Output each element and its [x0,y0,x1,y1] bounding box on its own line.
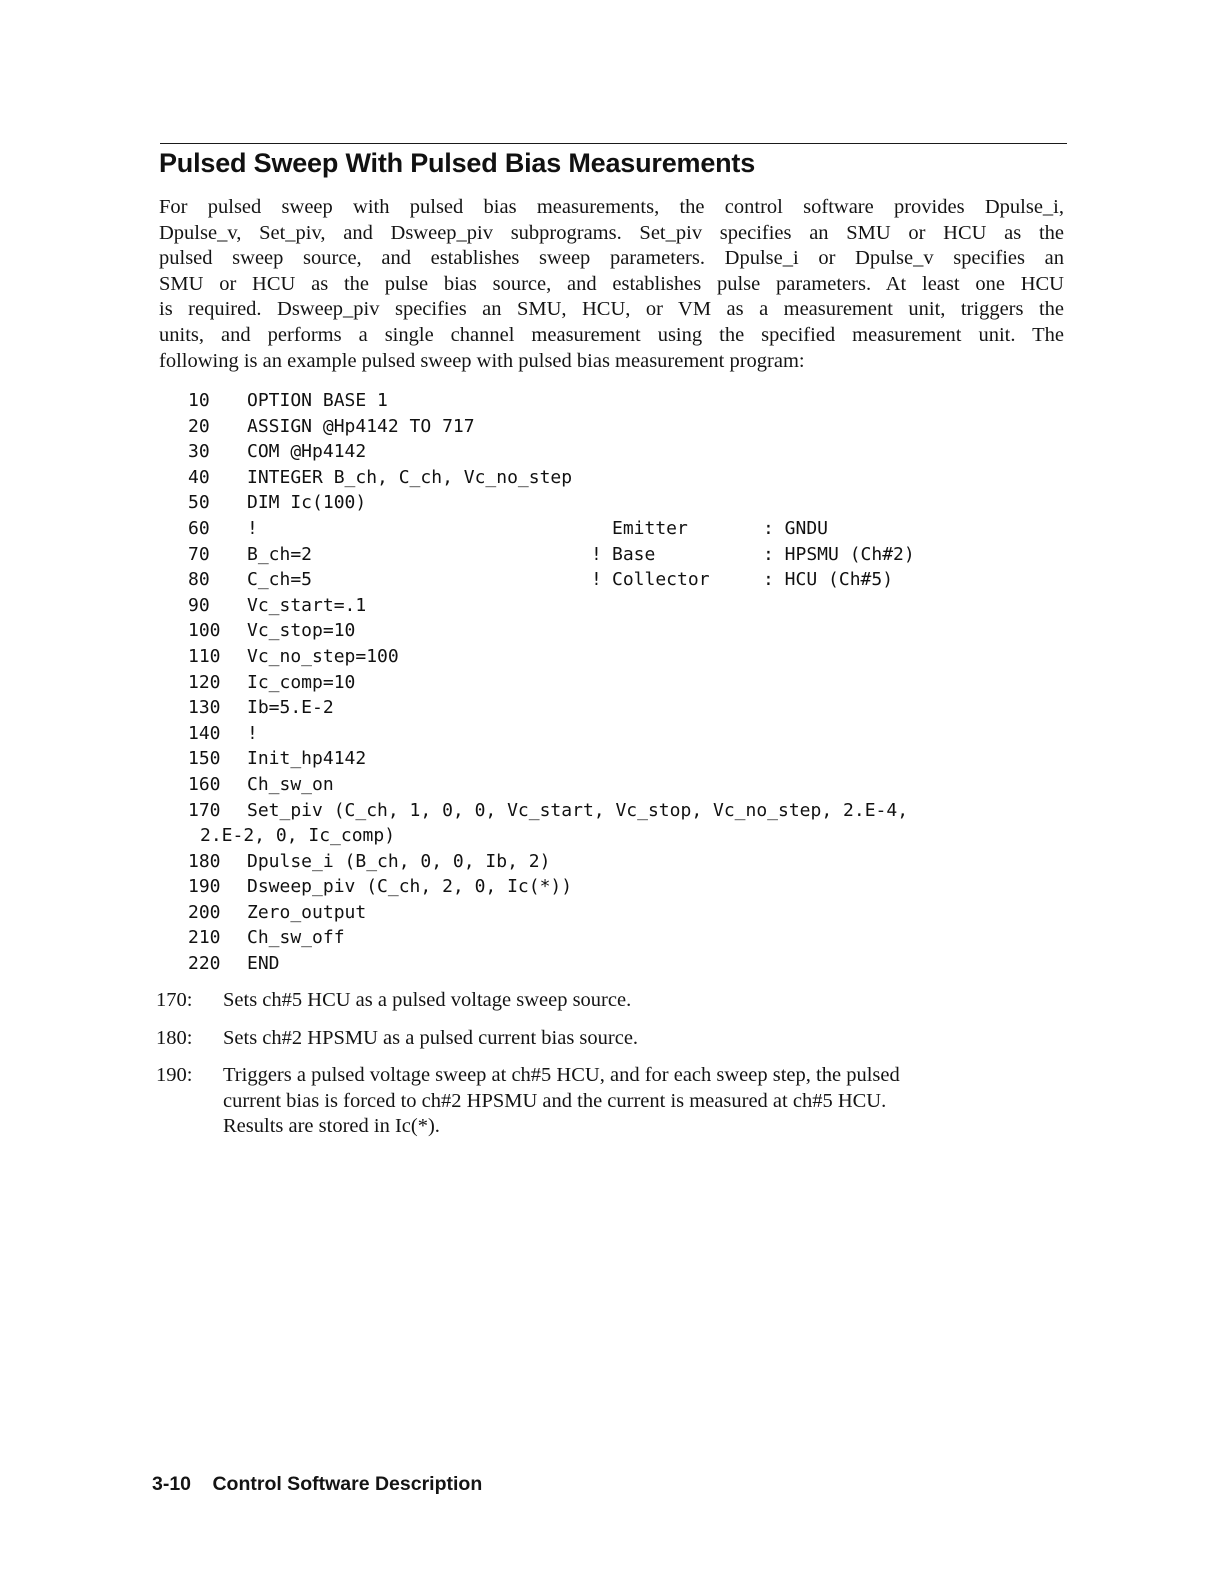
line-number: 10 [188,390,210,411]
note-line: Results are stored in Ic(*). [223,1115,440,1138]
line-number: 70 [188,543,210,565]
note-text [223,1063,1056,1140]
code-line [186,490,986,516]
code-line [186,670,986,696]
section-rule [160,143,1067,144]
line-number: 120 [188,671,221,693]
line-number: 30 [188,441,210,463]
code-statement: Ch_sw_on [247,773,334,795]
note-label: 190: [156,1064,193,1087]
code-statement: C_ch=5 [247,569,313,591]
code-statement: Ic_comp=10 [247,671,356,693]
line-number: 140 [188,722,221,744]
code-line [186,618,986,644]
code-statement: END [247,953,280,975]
code-statement: OPTION BASE 1 [247,390,388,411]
code-line [186,414,986,440]
code-line [186,644,986,670]
code-line [186,925,986,951]
code-statement: 2.E-2, 0, Ic_comp) [200,825,396,847]
code-statement: ! [247,517,258,539]
code-line [186,465,986,491]
page-footer [152,1473,482,1496]
code-statement: B_ch=2 [247,543,313,565]
note-label: 170: [156,989,193,1011]
comment-terminal: Collector [612,569,710,591]
code-statement: Dpulse_i (B_ch, 0, 0, Ib, 2) [247,850,551,872]
intro-line: Dpulse_v, Set_piv, and Dsweep_piv subprograms. Set_piv specifies an SMU or HCU as the [159,221,1064,244]
note-item [156,988,1056,1014]
code-line [186,746,986,772]
code-line [186,516,986,542]
code-statement: Ch_sw_off [247,927,345,949]
note-line: current bias is forced to ch#2 HPSMU and the current is measured at ch#5 HCU. [223,1089,887,1112]
intro-line: pulsed sweep source, and establishes sweep parameters. Dpulse_i or Dpulse_v specifies an [159,247,1064,270]
note-label: 180: [156,1026,193,1049]
line-number: 80 [188,569,210,591]
line-number: 90 [188,594,210,616]
line-number: 210 [188,927,221,949]
code-statement: Set_piv (C_ch, 1, 0, 0, Vc_start, Vc_stop, Vc_no_step, 2.E-4, [247,799,909,821]
comment-terminal: Base [612,543,656,565]
line-number: 110 [188,645,221,667]
section-heading: Pulsed Sweep With Pulsed Bias Measurements [159,148,756,178]
code-line [186,772,986,798]
note-item [156,1026,1056,1052]
code-line [186,695,986,721]
code-statement: Dsweep_piv (C_ch, 2, 0, Ic(*)) [247,876,573,898]
code-statement: Vc_no_step=100 [247,645,399,667]
intro-line: following is an example pulsed sweep with pulsed bias measurement program: [159,349,805,372]
code-line [186,874,986,900]
note-text [223,988,1056,1014]
code-statement: Init_hp4142 [247,748,367,770]
intro-line: SMU or HCU as the pulse bias source, and establishes pulse parameters. At least one HCU [159,272,1064,295]
code-statement: DIM Ic(100) [247,492,367,514]
comment-mark: ! [591,543,602,565]
code-line [186,388,986,414]
line-notes [156,988,1056,1152]
line-number: 160 [188,773,221,795]
code-line [186,542,986,568]
code-line [186,900,986,926]
code-line [186,593,986,619]
code-statement: ASSIGN @Hp4142 TO 717 [247,415,475,437]
line-number: 100 [188,620,221,642]
note-item [156,1063,1056,1140]
line-number: 50 [188,492,210,514]
intro-line: units, and performs a single channel measurement using the specified measurement unit. The [159,323,1064,346]
note-line: Sets ch#2 HPSMU as a pulsed current bias source. [223,1026,639,1049]
comment-unit: : GNDU [763,517,829,539]
line-number: 170 [188,799,221,821]
code-statement: INTEGER B_ch, C_ch, Vc_no_step [247,466,573,488]
intro-line: is required. Dsweep_piv specifies an SMU, HCU, or VM as a measurement unit, triggers the [159,298,1064,321]
code-line [186,439,986,465]
code-line [186,721,986,747]
code-statement: Vc_start=.1 [247,594,367,616]
code-line [186,951,986,977]
code-line [186,798,986,824]
line-number: 180 [188,850,221,872]
comment-mark: ! [591,569,602,591]
line-number: 40 [188,466,210,488]
comment-terminal: Emitter [612,517,688,539]
intro-line: For pulsed sweep with pulsed bias measurements, the control software provides Dpulse_i, [159,196,1064,218]
page-number: 3-10 [152,1473,192,1495]
code-line [186,567,986,593]
code-statement: Vc_stop=10 [247,620,356,642]
code-statement: Ib=5.E-2 [247,697,334,719]
comment-unit: : HPSMU (Ch#2) [763,543,915,565]
code-statement: ! [247,722,258,744]
line-number: 220 [188,953,221,975]
line-number: 200 [188,901,221,923]
line-number: 60 [188,517,210,539]
line-number: 190 [188,876,221,898]
line-number: 150 [188,748,221,770]
comment-unit: : HCU (Ch#5) [763,569,894,591]
program-listing [186,388,986,977]
code-statement: COM @Hp4142 [247,441,367,463]
code-line [186,823,986,849]
note-text [223,1026,1056,1052]
note-line: Triggers a pulsed voltage sweep at ch#5 HCU, and for each sweep step, the pulsed [223,1064,900,1087]
code-line [186,849,986,875]
line-number: 130 [188,697,221,719]
note-line: Sets ch#5 HCU as a pulsed voltage sweep source. [223,989,632,1011]
code-statement: Zero_output [247,901,367,923]
intro-paragraph [159,195,1064,374]
footer-title: Control Software Description [212,1473,483,1495]
line-number: 20 [188,415,210,437]
